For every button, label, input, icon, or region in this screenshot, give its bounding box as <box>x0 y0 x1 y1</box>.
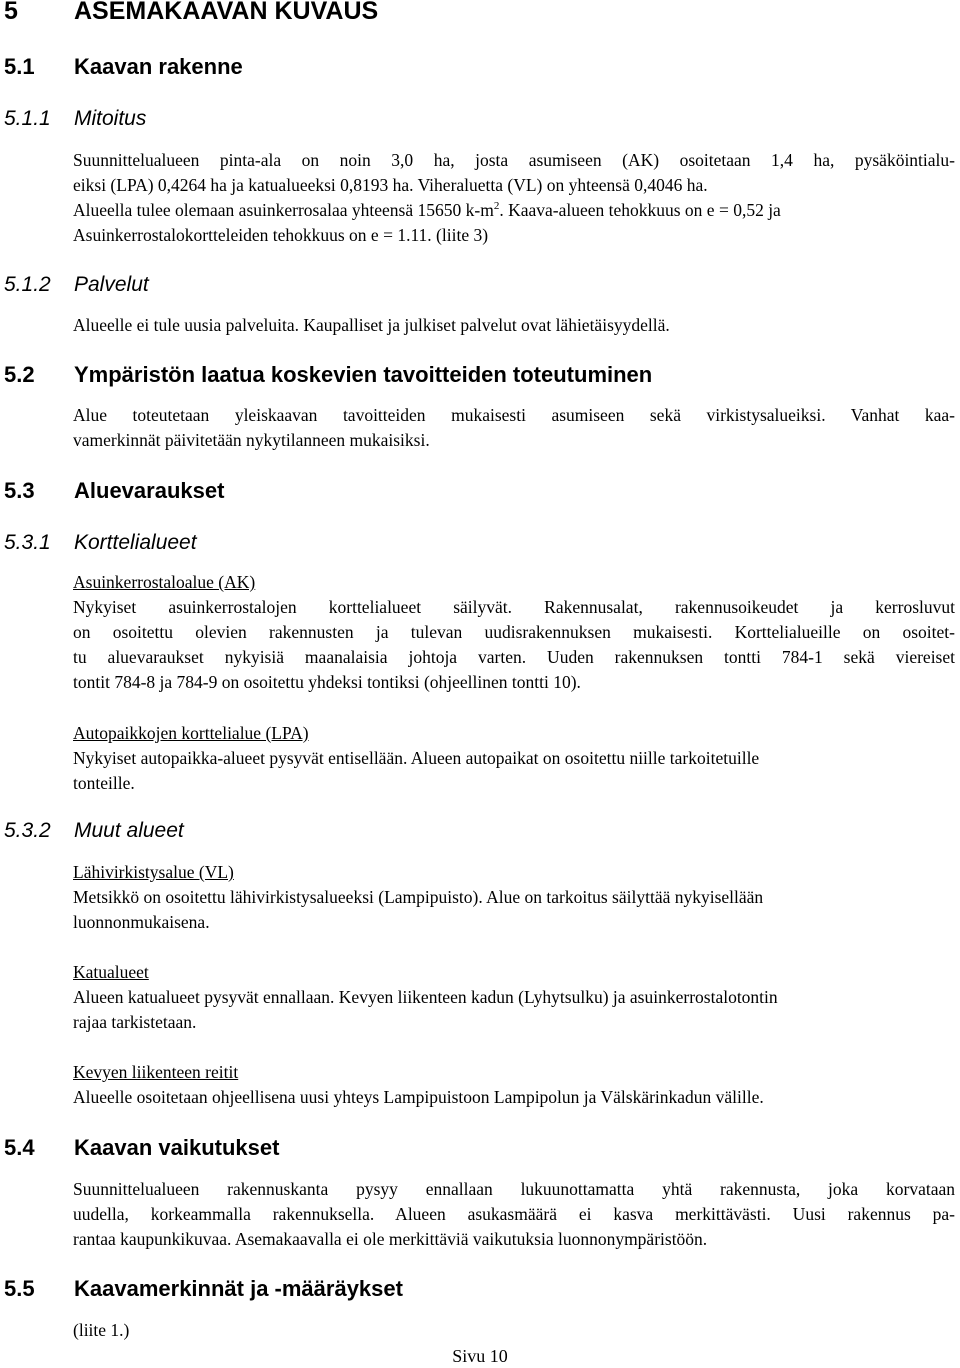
text-line: Suunnittelualueen rakennuskanta pysyy ennallaan lukuunottamatta yhtä rakennusta, joka korvataan <box>73 1179 955 1199</box>
text-line: Nykyiset asuinkerrostalojen korttelialueet säilyvät. Rakennusalat, rakennusoikeudet ja kerrosluvut <box>73 597 955 617</box>
subsection-title: Asuinkerrostaloalue (AK) <box>73 572 256 592</box>
text-line: rajaa tarkistetaan. <box>73 1012 197 1032</box>
text-line: Asuinkerrostalokortteleiden tehokkuus on e = 1.11. (liite 3) <box>73 225 489 245</box>
heading-5-3-2 <box>4 819 184 843</box>
heading-number: 5.2 <box>4 362 35 387</box>
text-line: tontit 784-8 ja 784-9 on osoitettu yhdeksi tontiksi (ohjeellinen tontti 10). <box>73 672 581 692</box>
heading-5-4 <box>4 1135 279 1161</box>
text-line: Alue toteutetaan yleiskaavan tavoitteiden mukaisesti asumiseen sekä virkistysalueiksi. Vanhat kaa- <box>73 405 955 425</box>
heading-title: Palvelut <box>74 273 149 296</box>
text-line: vamerkinnät päivitetään nykytilanneen mukaisiksi. <box>73 430 430 450</box>
text-line: luonnonmukaisena. <box>73 912 210 932</box>
heading-5 <box>4 0 378 26</box>
heading-number: 5.4 <box>4 1135 35 1160</box>
text-fragment: Alueella tulee olemaan asuinkerrosalaa yhteensä 15650 k-m <box>73 200 494 220</box>
heading-number: 5.1.1 <box>4 107 51 130</box>
text-line: eiksi (LPA) 0,4264 ha ja katualueeksi 0,8193 ha. Viheraluetta (VL) on yhteensä 0,4046 ha. <box>73 175 708 195</box>
text-line: tu aluevaraukset nykyisiä maanalaisia johtoja varten. Uuden rakennuksen tontti 784-1 sekä viereiset <box>73 647 955 667</box>
paragraph-vaikutukset <box>73 1177 955 1252</box>
text-line <box>73 198 955 223</box>
heading-title: Ympäristön laatua koskevien tavoitteiden toteutuminen <box>74 362 653 387</box>
heading-5-1-2 <box>4 273 149 297</box>
heading-number: 5.3.2 <box>4 819 51 842</box>
text-line: rantaa kaupunkikuvaa. Asemakaavalla ei ole merkittäviä vaikutuksia luonnonympäristöön. <box>73 1229 708 1249</box>
heading-5-3 <box>4 478 224 504</box>
paragraph-vl <box>73 860 955 935</box>
heading-5-2 <box>4 362 652 388</box>
paragraph-palvelut <box>73 313 955 338</box>
heading-number: 5.5 <box>4 1276 35 1301</box>
heading-title: Muut alueet <box>74 819 184 842</box>
text-line: (liite 1.) <box>73 1320 130 1340</box>
heading-number: 5 <box>4 0 18 25</box>
heading-title: Kaavan rakenne <box>74 54 243 79</box>
heading-number: 5.3.1 <box>4 531 51 554</box>
text-line: Nykyiset autopaikka-alueet pysyvät entisellään. Alueen autopaikat on osoitettu niille tarkoitetuille <box>73 748 760 768</box>
subsection-title: Lähivirkistysalue (VL) <box>73 862 234 882</box>
text-line: Alueelle osoitetaan ohjeellisena uusi yhteys Lampipuistoon Lampipolun ja Välskärinkadun välille. <box>73 1087 764 1107</box>
paragraph-ymparisto <box>73 403 955 453</box>
heading-number: 5.3 <box>4 478 35 503</box>
subsection-title: Katualueet <box>73 962 149 982</box>
text-line: tonteille. <box>73 773 135 793</box>
heading-title: Korttelialueet <box>74 531 197 554</box>
text-line: on osoitettu olevien rakennusten ja tulevan uudisrakennuksen mukaisesti. Korttelialueille on osoitet- <box>73 622 955 642</box>
paragraph-lpa <box>73 721 955 796</box>
heading-title: Aluevaraukset <box>74 478 225 503</box>
text-fragment: . Kaava-alueen tehokkuus on e = 0,52 ja <box>499 200 781 220</box>
heading-title: Mitoitus <box>74 107 147 130</box>
heading-title: ASEMAKAAVAN KUVAUS <box>74 0 379 25</box>
superscript: 2 <box>493 200 500 213</box>
text-line: Suunnittelualueen pinta-ala on noin 3,0 ha, josta asumiseen (AK) osoitetaan 1,4 ha, pysäköintialu- <box>73 150 955 170</box>
heading-5-5 <box>4 1276 403 1302</box>
paragraph-kevyt <box>73 1060 955 1110</box>
subsection-title: Autopaikkojen korttelialue (LPA) <box>73 723 309 743</box>
heading-5-1 <box>4 54 243 80</box>
paragraph-merkinnat <box>73 1318 955 1343</box>
text-line: Metsikkö on osoitettu lähivirkistysalueeksi (Lampipuisto). Alue on tarkoitus säilyttää nykyisellään <box>73 887 764 907</box>
subsection-title: Kevyen liikenteen reitit <box>73 1062 239 1082</box>
heading-number: 5.1.2 <box>4 273 51 296</box>
page-number: Sivu 10 <box>452 1346 508 1366</box>
text-line: Alueen katualueet pysyvät ennallaan. Kevyen liikenteen kadun (Lyhytsulku) ja asuinkerrostalotontin <box>73 987 778 1007</box>
paragraph-mitoitus <box>73 148 955 248</box>
heading-number: 5.1 <box>4 54 35 79</box>
heading-5-1-1 <box>4 107 146 131</box>
heading-5-3-1 <box>4 531 197 555</box>
text-line: uudella, korkeammalla rakennuksella. Alueen asukasmäärä ei kasva merkittävästi. Uusi rakennus pa- <box>73 1204 955 1224</box>
heading-title: Kaavamerkinnät ja -määräykset <box>74 1276 403 1301</box>
heading-title: Kaavan vaikutukset <box>74 1135 280 1160</box>
paragraph-katualueet <box>73 960 955 1035</box>
text-line: Alueelle ei tule uusia palveluita. Kaupalliset ja julkiset palvelut ovat lähietäisyydellä. <box>73 315 670 335</box>
paragraph-ak <box>73 570 955 695</box>
